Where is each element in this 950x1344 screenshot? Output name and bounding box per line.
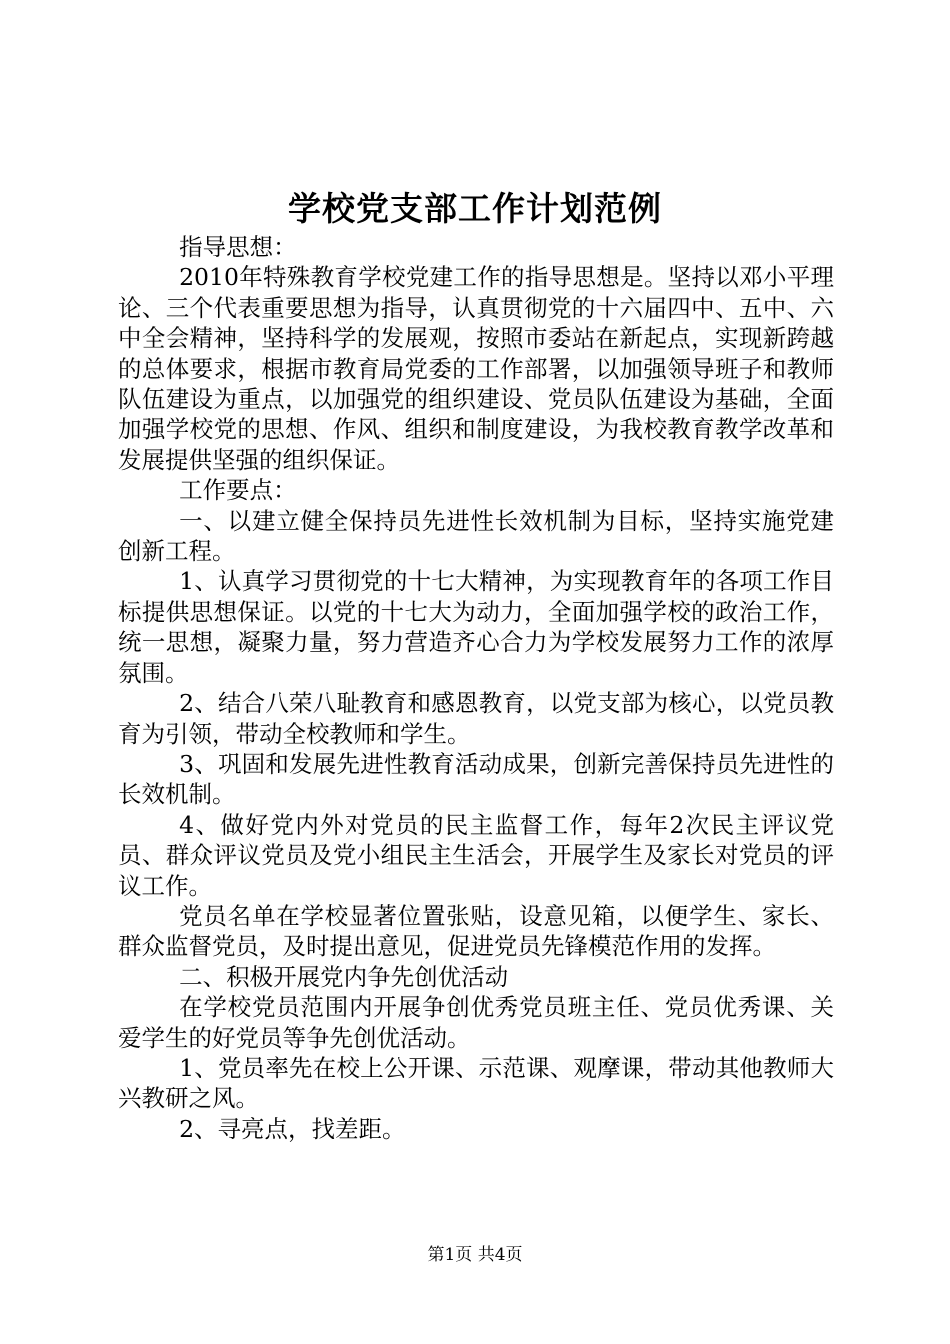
paragraph-section-two-item-2: 2、寻亮点，找差距。 <box>179 1114 406 1143</box>
paragraph-item-1: 1、认真学习贯彻党的十七大精神，为实现教育年的各项工作目标提供思想保证。以党的十七大为动力，全面加强学校的政治工作，统一思想，凝聚力量，努力营造齐心合力为学校发展努力工作的浓厚氛围。 <box>118 567 834 687</box>
paragraph-section-one: 一、以建立健全保持员先进性长效机制为目标，坚持实施党建创新工程。 <box>118 506 834 566</box>
paragraph-item-4: 4、做好党内外对党员的民主监督工作，每年2次民主评议党员、群众评议党员及党小组民主生活会，开展学生及家长对党员的评议工作。 <box>118 810 834 900</box>
paragraph-section-two: 二、积极开展党内争先创优活动 <box>179 962 509 991</box>
page-number-footer: 第1页 共4页 <box>427 1245 523 1265</box>
paragraph-key-points-heading: 工作要点： <box>179 476 297 505</box>
paragraph-item-2: 2、结合八荣八耻教育和感恩教育，以党支部为核心，以党员教育为引领，带动全校教师和学生。 <box>118 689 834 748</box>
paragraph-member-list: 党员名单在学校显著位置张贴，设意见箱，以便学生、家长、群众监督党员，及时提出意见，促进党员先锋模范作用的发挥。 <box>118 901 834 961</box>
document-body <box>118 232 834 1144</box>
paragraph-guiding-content: 2010年特殊教育学校党建工作的指导思想是。坚持以邓小平理论、三个代表重要思想为指导，认真贯彻党的十六届四中、五中、六中全会精神，坚持科学的发展观，按照市委站在新起点，实现新跨越的总体要求，根据市教育局党委的工作部署，以加强领导班子和教师队伍建设为重点，以加强党的组织建设、党员队伍建设为基础，全面加强学校党的思想、作风、组织和制度建设，为我校教育教学改革和发展提供坚强的组织保证。 <box>118 263 834 474</box>
paragraph-section-two-content: 在学校党员范围内开展争创优秀党员班主任、党员优秀课、关爱学生的好党员等争先创优活动。 <box>118 993 834 1052</box>
document-title: 学校党支部工作计划范例 <box>288 189 662 228</box>
paragraph-section-two-item-1: 1、党员率先在校上公开课、示范课、观摩课，带动其他教师大兴教研之风。 <box>118 1053 834 1113</box>
paragraph-guiding-heading: 指导思想： <box>179 233 297 261</box>
paragraph-item-3: 3、巩固和发展先进性教育活动成果，创新完善保持员先进性的长效机制。 <box>118 749 834 809</box>
